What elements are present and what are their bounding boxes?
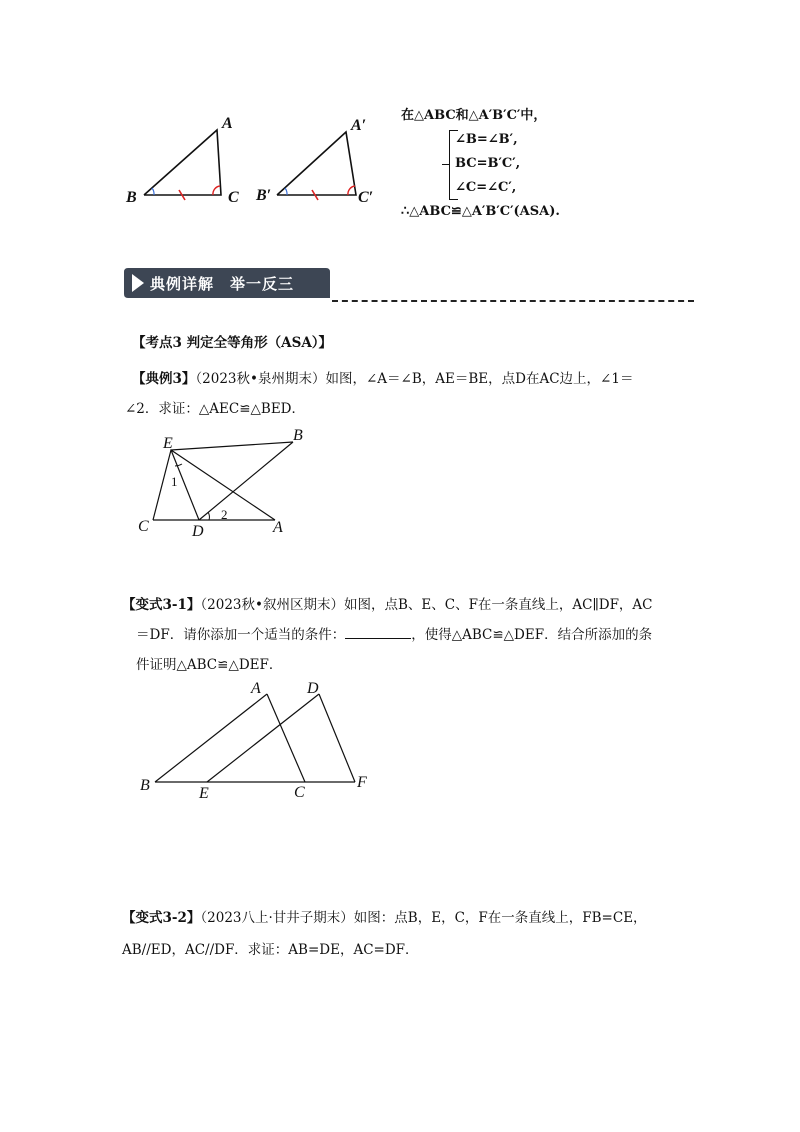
variant3-1-text-1: （2023秋•叙州区期末）如图，点B、E、C、F在一条直线上，AC∥DF，AC <box>200 597 653 613</box>
variant3-2-line1 <box>122 903 647 933</box>
label-f: F <box>357 774 367 791</box>
label-b: B <box>293 427 303 444</box>
label-angle-2: 2 <box>221 507 228 522</box>
angle-c-arc <box>213 186 220 195</box>
banner-title: 典例详解 举一反三 <box>150 275 295 293</box>
example3-line1 <box>132 364 633 394</box>
asa-proof <box>401 104 560 224</box>
proof-conclusion: ∴△ABC≌△A′B′C′(ASA). <box>401 204 560 219</box>
angle-c-prime-arc <box>348 186 355 195</box>
label-a: A <box>273 519 283 536</box>
proof-brace <box>449 130 458 200</box>
variant3-2-tag: 【变式3-2】 <box>122 910 201 926</box>
label-c-prime: C′ <box>358 189 374 206</box>
answer-blank[interactable] <box>345 624 411 639</box>
label-a: A <box>251 680 261 697</box>
variant3-1-line2 <box>136 620 652 650</box>
angle-b-arc <box>152 188 154 195</box>
label-d: D <box>192 523 204 540</box>
label-e: E <box>199 785 209 802</box>
angle-b-prime-arc <box>285 188 287 195</box>
proof-line-3: ∠C=∠C′, <box>455 180 517 195</box>
proof-intro: 在△ABC和△A′B′C′中， <box>401 108 547 123</box>
proof-line-2: BC=B′C′, <box>455 156 521 171</box>
label-a: A <box>222 115 233 132</box>
label-c: C <box>138 518 149 535</box>
label-a-prime: A′ <box>351 117 367 134</box>
banner-divider <box>332 300 694 302</box>
variant3-1-line3: 件证明△ABC≌△DEF． <box>136 657 283 673</box>
triangle-a1b1c1 <box>255 117 373 206</box>
example3-line2: ∠2．求证：△AEC≌△BED． <box>125 401 306 417</box>
topic-heading: 【考点3 判定全等角形（ASA）】 <box>132 335 333 351</box>
label-c: C <box>294 784 305 801</box>
variant3-1-text-2b: ，使得△ABC≌△DEF．结合所添加的条 <box>411 627 653 643</box>
figure-example3 <box>135 428 305 543</box>
label-e: E <box>163 435 173 452</box>
variant3-2-line2: AB//ED，AC//DF．求证：AB=DE，AC=DF． <box>122 942 419 958</box>
label-b-prime: B′ <box>256 187 272 204</box>
variant3-2-text-1: （2023八上·甘井子期末）如图：点B，E，C，F在一条直线上，FB=CE， <box>200 910 647 926</box>
label-d: D <box>307 680 319 697</box>
triangle-abc <box>125 115 239 206</box>
label-b: B <box>126 189 137 206</box>
example3-tag: 【典例3】 <box>132 371 196 387</box>
variant3-1-line1 <box>122 590 653 620</box>
variant3-1-text-2a: ＝DF．请你添加一个适当的条件： <box>136 627 346 643</box>
proof-line-1: ∠B=∠B′, <box>455 132 518 147</box>
label-b: B <box>140 777 150 794</box>
label-angle-1: 1 <box>171 474 178 489</box>
figure-triangles-asa <box>120 110 390 210</box>
figure-variant3-1 <box>135 680 375 805</box>
variant3-1-tag: 【变式3-1】 <box>122 597 201 613</box>
example3-text-1: （2023秋•泉州期末）如图，∠A＝∠B，AE＝BE，点D在AC边上，∠1＝ <box>195 371 634 387</box>
label-c: C <box>228 189 239 206</box>
